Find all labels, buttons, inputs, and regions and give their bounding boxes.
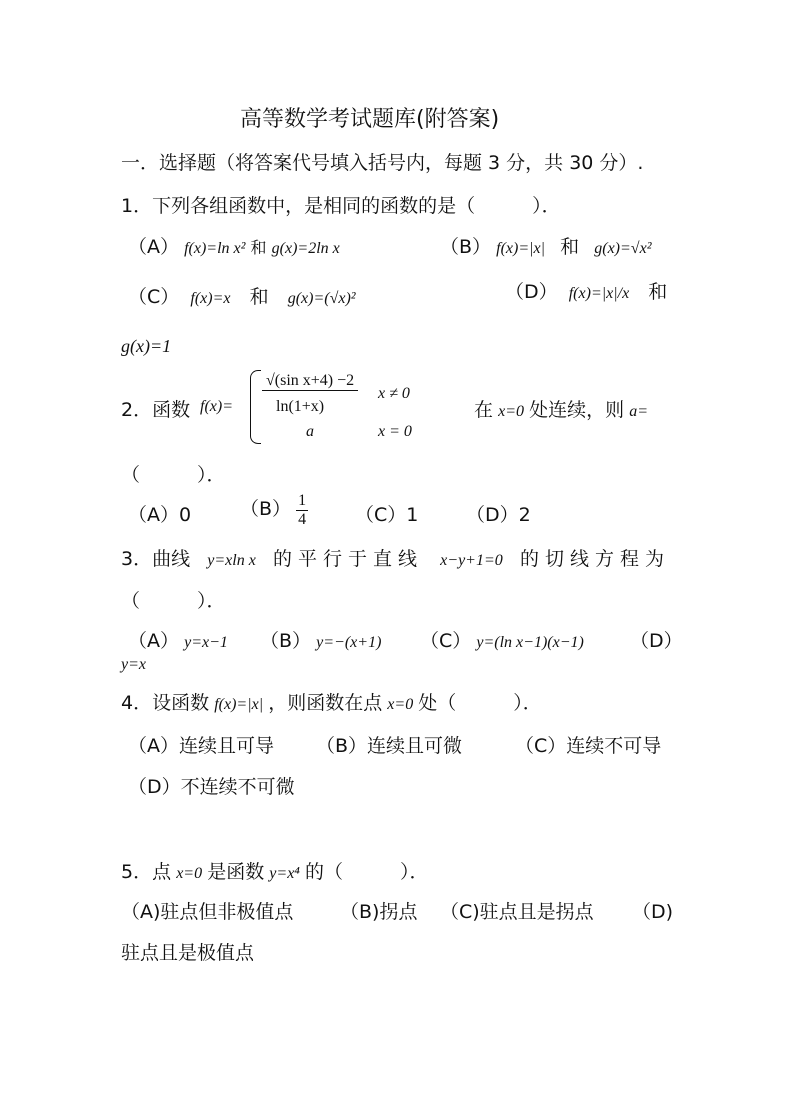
q5-option-d-label: （D)	[632, 901, 674, 923]
q3-p2: 的平行于直线	[272, 548, 423, 570]
q1-a-and: 和	[250, 238, 267, 257]
q1-option-a	[128, 232, 340, 259]
q1-d-label: （D）	[505, 281, 558, 303]
q1-d-g: g(x)=1	[121, 336, 172, 356]
q2-case1-den: ln(1+x)	[276, 398, 325, 415]
q2-stem-tail	[474, 395, 648, 422]
q3-p1: 3．曲线	[121, 548, 191, 570]
q1-option-b	[440, 232, 651, 259]
q5-option-a: （A)驻点但非极值点	[121, 901, 294, 923]
q1-a-g: g(x)=2ln x	[271, 240, 340, 257]
q3-blank: （ ）．	[121, 590, 226, 612]
q3-a: y=x−1	[184, 634, 228, 651]
q5-x0: x=0	[176, 865, 203, 882]
q3-d: y=x	[121, 656, 146, 673]
q2-blank: （ ）．	[121, 464, 226, 486]
q3-line: x−y+1=0	[440, 552, 503, 569]
q1-option-c	[128, 282, 356, 309]
q3-p3: 的切线方程为	[519, 548, 670, 570]
q1-a-f: f(x)=ln x²	[184, 240, 246, 257]
q1-c-label: （C）	[128, 286, 180, 308]
q5-option-d: 驻点且是极值点	[121, 942, 255, 964]
q5-stem	[121, 857, 428, 884]
q4-p2: ，则函数在点	[268, 692, 383, 714]
q1-b-label: （B）	[440, 236, 492, 258]
q3-b: y=−(x+1)	[316, 634, 382, 651]
q5-f: y=x⁴	[269, 865, 300, 882]
q1-b-and: 和	[560, 236, 580, 258]
q2-case1-cond: x ≠ 0	[378, 385, 410, 402]
q2-mid2: 处连续，则	[529, 399, 625, 421]
q4-stem	[121, 688, 542, 715]
q2-brace	[250, 370, 261, 444]
q1-d-f: f(x)=|x|/x	[568, 285, 630, 302]
q3-option-b	[260, 626, 381, 653]
q2-option-b	[240, 492, 308, 529]
q2-b-label: （B）	[240, 498, 292, 520]
q2-fx: f(x)=	[200, 398, 233, 415]
q1-stem: 1．下列各组函数中，是相同的函数的是（ ）．	[121, 195, 561, 217]
q2-option-c: （C）1	[355, 504, 419, 526]
q2-case2-val: a	[306, 423, 314, 440]
q5-p1: 5．点	[121, 861, 172, 883]
q4-p3: 处（ ）．	[418, 692, 542, 714]
q4-x0: x=0	[387, 696, 414, 713]
q3-d-label: （D）	[630, 630, 683, 652]
q5-option-b: （B)拐点	[340, 901, 418, 923]
q4-p1: 4．设函数	[121, 692, 210, 714]
q5-p2: 是函数	[207, 861, 265, 883]
q1-option-d	[505, 277, 667, 304]
q3-a-label: （A）	[128, 630, 179, 652]
q1-b-f: f(x)=|x|	[496, 240, 546, 257]
q5-option-c: （C)驻点且是拐点	[440, 901, 594, 923]
q2-case1-num: √(sin x+4) −2	[262, 372, 358, 391]
q4-option-b: （B）连续且可微	[316, 735, 463, 757]
q3-curve: y=xln x	[207, 552, 256, 569]
q4-f: f(x)=|x|	[214, 696, 264, 713]
q1-a-label: （A）	[128, 236, 179, 258]
q5-p3: 的（ ）．	[304, 861, 429, 883]
q4-option-c: （C）连续不可导	[515, 735, 662, 757]
q3-stem	[121, 544, 670, 571]
q3-c-label: （C）	[420, 630, 472, 652]
q2-stem-prefix: 2．函数	[121, 399, 191, 421]
section-heading: 一．选择题（将答案代号填入括号内，每题 3 分，共 30 分）.	[121, 152, 644, 174]
q3-c: y=(ln x−1)(x−1)	[476, 634, 584, 651]
q2-a-eq: a=	[629, 403, 649, 420]
q1-c-g: g(x)=(√x)²	[287, 290, 356, 307]
q2-option-d: （D）2	[466, 504, 531, 526]
q1-c-f: f(x)=x	[190, 290, 231, 307]
q4-option-d: （D）不连续不可微	[128, 776, 295, 798]
page-title: 高等数学考试题库(附答案)	[240, 107, 500, 132]
q3-option-c	[420, 626, 584, 653]
q3-option-a	[128, 626, 228, 653]
q2-option-a: （A）0	[128, 504, 192, 526]
q1-d-and: 和	[648, 281, 668, 303]
q2-mid1: 在	[474, 399, 494, 421]
q4-option-a: （A）连续且可导	[128, 735, 274, 757]
q2-b-den: 4	[298, 511, 307, 528]
q2-b-frac	[296, 492, 308, 529]
q1-b-g: g(x)=√x²	[594, 240, 652, 257]
q1-c-and: 和	[249, 286, 269, 308]
q3-b-label: （B）	[260, 630, 312, 652]
q2-x0: x=0	[498, 403, 525, 420]
q2-case2-cond: x = 0	[378, 423, 412, 440]
q2-b-num: 1	[298, 492, 307, 509]
